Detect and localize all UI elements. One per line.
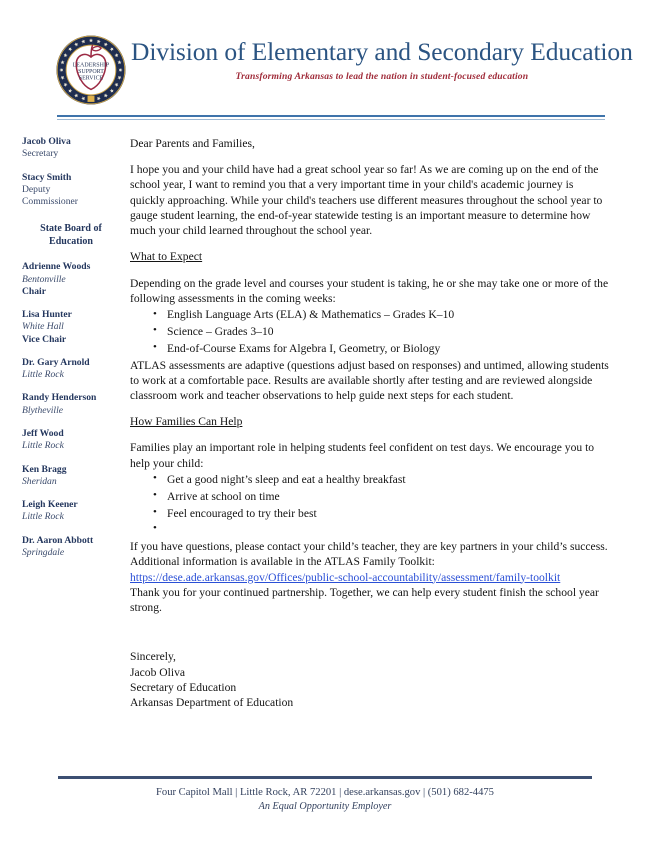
family-tip-item: • Get a good night’s sleep and eat a healthy breakfast — [167, 472, 610, 487]
family-tip-item: • Feel encouraged to try their best — [167, 506, 610, 521]
board-member-entry — [22, 309, 122, 346]
letterhead-header — [0, 0, 650, 106]
family-tip-item: • Arrive at school on time — [167, 489, 610, 504]
what-to-expect-heading: What to Expect — [130, 250, 203, 264]
board-member-entry — [22, 464, 122, 489]
intro-paragraph: I hope you and your child have had a great school year so far! As we are coming up on the end of the school year, I want to remind you that a very important time in your child's academic journey is quickly approaching. While your child's teachers use different measures throughout the school year to gauge student learning, the end-of-year statewide testing is an important measure to determine how much your child learned throughout the school year. — [130, 163, 603, 238]
board-member-city: Little Rock — [22, 369, 64, 381]
board-heading: State Board of Education — [40, 223, 102, 248]
seal-line2: SUPPORT — [78, 68, 104, 75]
board-member-city: Sheridan — [22, 475, 57, 487]
assessment-item: • English Language Arts (ELA) & Mathematics – Grades K–10 — [167, 307, 610, 322]
board-member-entry — [22, 535, 122, 560]
how-families-intro: Families play an important role in helping students feel confident on test days. We encourage you to help your child: — [130, 441, 595, 470]
board-member-city: Little Rock — [22, 440, 64, 452]
board-member-name: Adrienne Woods — [22, 261, 91, 273]
signer-title: Secretary of Education — [130, 681, 237, 695]
officer-role: Commissioner — [22, 196, 78, 208]
organization-title: Division of Elementary and Secondary Education — [131, 37, 633, 66]
sidebar — [18, 136, 122, 570]
board-member-city: Bentonville — [22, 273, 66, 285]
board-member-entry — [22, 392, 122, 417]
organization-tagline: Transforming Arkansas to lead the nation in student-focused education — [235, 71, 529, 83]
board-member-city: Little Rock — [22, 511, 64, 523]
board-member-entry — [22, 428, 122, 453]
header-divider-thick — [57, 115, 605, 117]
officer-role: Deputy — [22, 183, 51, 195]
page-content — [0, 120, 650, 711]
assessment-list — [130, 307, 610, 356]
board-member-name: Dr. Aaron Abbott — [22, 534, 94, 546]
board-member-role: Vice Chair — [22, 333, 67, 345]
questions-paragraph: If you have questions, please contact your child’s teacher, they are key partners in your child’s success. Additional information is available in the ATLAS Family Toolkit: — [130, 540, 608, 569]
board-member-name: Dr. Gary Arnold — [22, 356, 90, 368]
board-member-name: Ken Bragg — [22, 463, 67, 475]
officer-entry — [22, 136, 122, 161]
board-member-city: White Hall — [22, 321, 64, 333]
how-families-can-help-heading: How Families Can Help — [130, 415, 243, 429]
seal-line1: LEADERSHIP — [72, 62, 110, 69]
board-member-entry — [22, 499, 122, 524]
officer-role: Secretary — [22, 148, 59, 160]
seal-graphic — [55, 34, 127, 106]
letter-body — [122, 136, 610, 711]
family-toolkit-link[interactable]: https://dese.ade.arkansas.gov/Offices/public-school-accountability/assessment/family-toolkit — [130, 570, 561, 584]
header-divider — [57, 115, 605, 120]
board-member-list — [22, 261, 122, 559]
header-divider-thin — [57, 119, 605, 120]
family-tips-list — [130, 472, 610, 538]
board-member-entry — [22, 261, 122, 298]
signature-block — [130, 649, 610, 711]
board-member-name: Lisa Hunter — [22, 309, 72, 321]
closing-paragraph: Thank you for your continued partnership. Together, we can help every student finish the school year strong. — [130, 585, 599, 615]
salutation: Dear Parents and Families, — [130, 137, 255, 150]
letterhead-title-block — [127, 30, 633, 82]
signer-name: Jacob Oliva — [130, 665, 186, 679]
page-footer — [0, 776, 650, 814]
board-member-name: Leigh Keener — [22, 499, 78, 511]
board-member-city: Blytheville — [22, 404, 64, 416]
footer-equal-opportunity: An Equal Opportunity Employer — [258, 801, 392, 813]
dese-seal-logo — [55, 34, 127, 106]
board-member-entry — [22, 357, 122, 382]
board-member-name: Randy Henderson — [22, 392, 97, 404]
officer-name: Jacob Oliva — [22, 136, 71, 147]
officer-entry — [22, 172, 122, 209]
board-member-city: Springdale — [22, 546, 65, 558]
valediction: Sincerely, — [130, 650, 176, 664]
seal-line3: SERVICE — [78, 75, 104, 82]
officer-name: Stacy Smith — [22, 171, 72, 183]
officer-list — [22, 136, 122, 208]
family-tip-item — [167, 522, 610, 537]
board-member-name: Jeff Wood — [22, 427, 64, 439]
footer-address: Four Capitol Mall | Little Rock, AR 72201 | dese.arkansas.gov | (501) 682-4475 — [156, 786, 494, 798]
assessment-item: • End-of-Course Exams for Algebra I, Geometry, or Biology — [167, 341, 610, 356]
what-to-expect-intro: Depending on the grade level and courses your student is taking, he or she may take one or more of the following assessments in the coming weeks: — [130, 276, 609, 305]
assessment-item: • Science – Grades 3–10 — [167, 324, 610, 339]
atlas-paragraph: ATLAS assessments are adaptive (questions adjust based on responses) and untimed, allowing students to work at a comfortable pace. Results are available shortly after testing and are reviewed alongside classroom work and teacher observations to help guide next steps for each student. — [130, 358, 609, 402]
board-member-role: Chair — [22, 285, 46, 297]
footer-divider — [58, 776, 592, 779]
signer-department: Arkansas Department of Education — [130, 696, 294, 710]
